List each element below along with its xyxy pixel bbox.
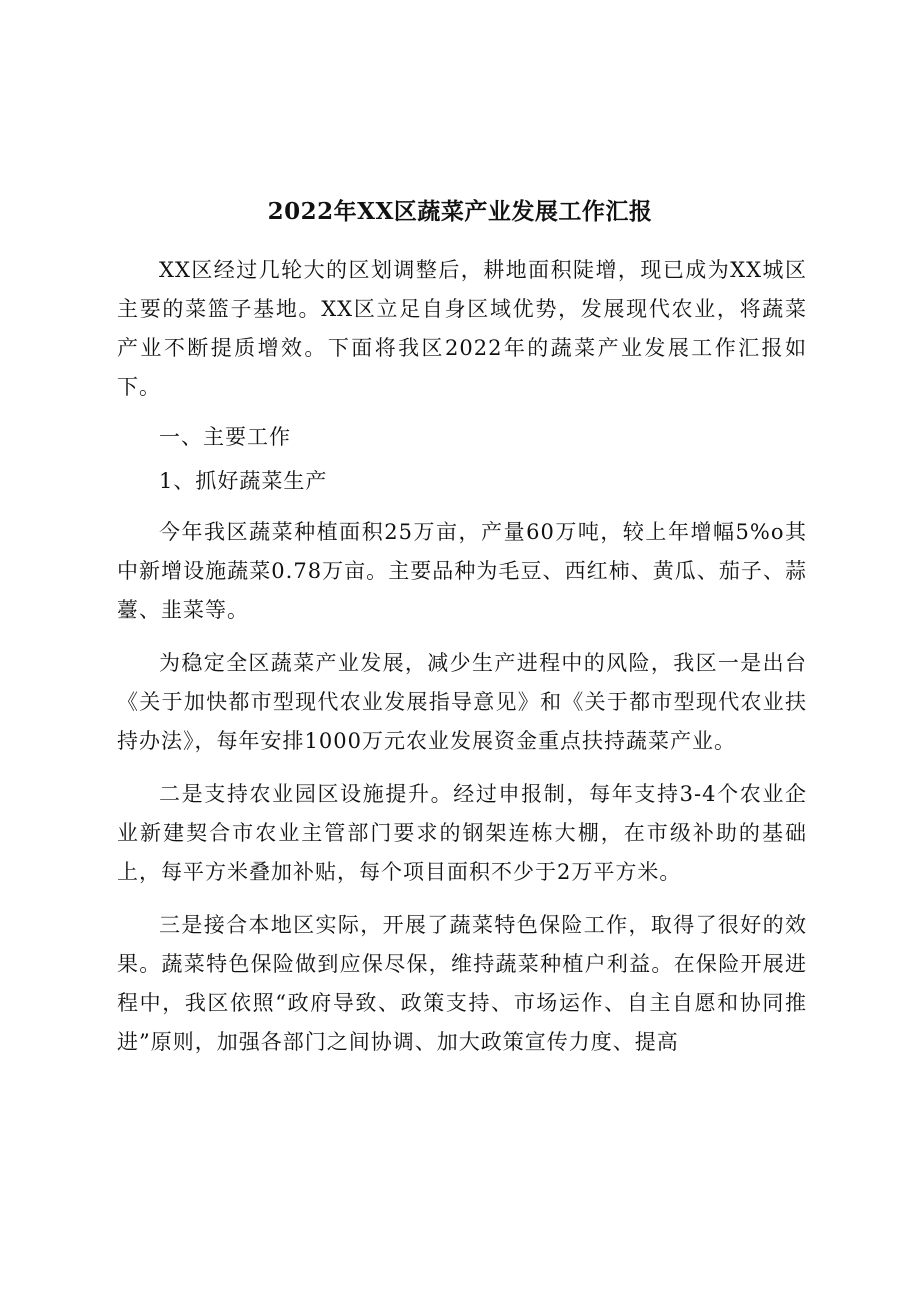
body-paragraph: 今年我区蔬菜种植面积25万亩，产量60万吨，较上年增幅5%o其中新增设施蔬菜0.78万亩。主要品种为毛豆、西红柿、黄瓜、茄子、蒜薹、韭菜等。 xyxy=(117,520,807,622)
document-title: 2022年XX区蔬菜产业发展工作汇报 xyxy=(267,198,653,225)
body-paragraph: 三是接合本地区实际，开展了蔬菜特色保险工作，取得了很好的效果。蔬菜特色保险做到应保尽保，维持蔬菜种植户利益。在保险开展进程中，我区依照“政府导致、政策支持、市场运作、自主自愿和协同推进”原则，加强各部门之间协调、加大政策宣传力度、提高 xyxy=(117,913,807,1054)
body-paragraph: 为稳定全区蔬菜产业发展，减少生产进程中的风险，我区一是出台《关于加快都市型现代农业发展指导意见》和《关于都市型现代农业扶持办法》，每年安排1000万元农业发展资金重点扶持蔬菜产业。 xyxy=(117,651,807,753)
section-heading: 一、主要工作 xyxy=(159,425,291,449)
intro-paragraph: XX区经过几轮大的区划调整后，耕地面积陡增，现已成为XX城区主要的菜篮子基地。XX区立足自身区域优势，发展现代农业，将蔬菜产业不断提质增效。下面将我区2022年的蔬菜产业发展工作汇报如下。 xyxy=(117,258,807,399)
section-subheading: 1、抓好蔬菜生产 xyxy=(159,469,328,493)
body-paragraph: 二是支持农业园区设施提升。经过申报制，每年支持3-4个农业企业新建契合市农业主管部门要求的钢架连栋大棚，在市级补助的基础上，每平方米叠加补贴，每个项目面积不少于2万平方米。 xyxy=(117,782,807,884)
document-body xyxy=(117,251,807,1076)
